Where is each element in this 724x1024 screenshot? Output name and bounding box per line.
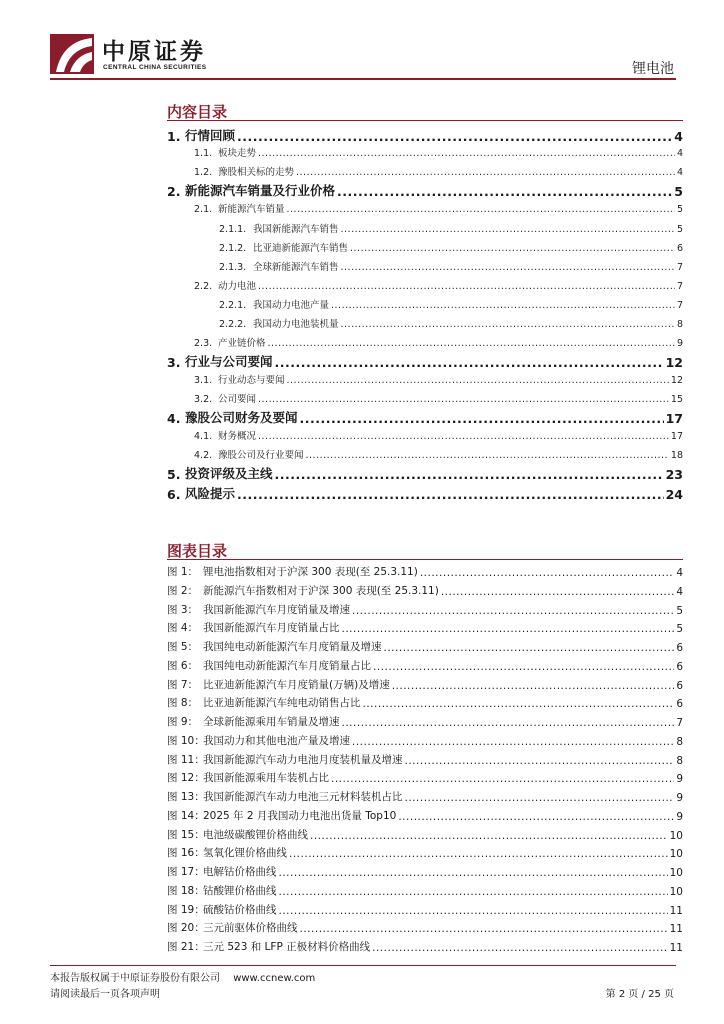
toc-entry-page: 23: [665, 467, 683, 482]
toc-entry-page: 18: [670, 450, 683, 461]
figure-entry-number: 图 10：: [167, 734, 205, 747]
toc-entry-page: 7: [676, 281, 683, 292]
figure-entry-label: 比亚迪新能源汽车月度销量(万辆)及增速: [203, 678, 390, 691]
figure-entry-label: 全球新能源乘用车销量及增速: [203, 716, 340, 728]
figure-entry-number: 图 17：: [167, 866, 205, 878]
toc-entry-label: 行情回顾: [185, 128, 236, 143]
figure-entry[interactable]: [167, 808, 683, 823]
figure-entry[interactable]: [167, 564, 683, 579]
toc-entry[interactable]: [194, 278, 683, 292]
figure-leader-dots: [342, 623, 675, 635]
toc-entry[interactable]: [219, 221, 683, 235]
toc-entry-number: 1.2.: [194, 167, 213, 178]
figure-entry-label: 我国新能源汽车月度销量占比: [203, 622, 340, 635]
copyright-text: 本报告版权属于中原证券股份有限公司: [50, 973, 220, 984]
figure-entry-number: 图 13：: [167, 791, 205, 803]
toc-entry[interactable]: [219, 316, 683, 330]
figure-leader-dots: [352, 736, 674, 748]
figure-leader-dots: [373, 661, 674, 673]
toc-entry-number: 2.1.: [194, 204, 213, 215]
toc-entry[interactable]: [219, 259, 683, 273]
figure-entry-number: 图 20：: [167, 922, 205, 935]
figure-entry[interactable]: [167, 920, 683, 935]
toc-leader-dots: [237, 487, 664, 502]
toc-entry-label: 我国动力电池产量: [253, 300, 330, 311]
figure-leader-dots: [363, 698, 675, 710]
page-header: [0, 0, 724, 82]
figure-entry-label: 电池级碳酸锂价格曲线: [203, 828, 308, 841]
figure-entry-page: 5: [676, 604, 683, 617]
website-link[interactable]: www.ccnew.com: [233, 973, 316, 984]
toc-entry-number: 2.2.2.: [219, 319, 247, 330]
figure-entry-page: 4: [676, 567, 683, 579]
figure-leader-dots: [300, 923, 668, 935]
figure-entry-page: 11: [669, 923, 683, 936]
toc-leader-dots: [341, 319, 675, 330]
toc-entry[interactable]: [167, 126, 683, 144]
toc-entry-page: 9: [676, 338, 683, 349]
toc-entry-label: 比亚迪新能源汽车销售: [253, 243, 349, 254]
toc-entry-label: 豫股公司及行业要闻: [218, 450, 304, 461]
figure-entry-page: 9: [676, 810, 683, 823]
toc-entry-label: 公司要闻: [218, 394, 257, 405]
toc-entry-label: 财务概况: [218, 431, 257, 442]
toc-entry[interactable]: [194, 428, 683, 442]
toc-leader-dots: [258, 394, 669, 405]
figure-leader-dots: [310, 830, 668, 842]
figure-leader-dots: [405, 755, 675, 767]
figure-entry-number: 图 9：: [167, 716, 199, 728]
toc-entry-label: 我国新能源汽车销售: [253, 224, 339, 235]
toc-entry-number: 2.: [167, 184, 181, 199]
figure-leader-dots: [441, 586, 674, 598]
figure-entry-label: 三元 523 和 LFP 正极材料价格曲线: [203, 941, 371, 953]
figure-entry-number: 图 19：: [167, 903, 205, 916]
figure-entry[interactable]: [167, 658, 683, 673]
figure-entry-page: 4: [676, 585, 683, 598]
toc-entry-page: 12: [665, 355, 683, 370]
figure-entry-label: 新能源汽车指数相对于沪深 300 表现(至 25.3.11): [203, 584, 439, 597]
page-number: 第 2 页 / 25 页: [605, 989, 674, 1000]
figure-entry-label: 氢氧化锂价格曲线: [203, 847, 287, 860]
toc-entry-number: 3.1.: [194, 375, 213, 386]
toc-entry[interactable]: [194, 372, 683, 386]
figure-entry[interactable]: [167, 789, 683, 804]
figure-entry-page: 9: [676, 792, 683, 804]
figure-entry[interactable]: [167, 752, 683, 767]
figure-entry[interactable]: [167, 827, 683, 842]
figure-entry[interactable]: [167, 845, 683, 860]
toc-entry-label: 豫股公司财务及要闻: [185, 410, 298, 425]
toc-entry-page: 17: [670, 431, 683, 442]
figure-leader-dots: [352, 605, 674, 617]
toc-entry[interactable]: [167, 408, 683, 426]
toc-entry-number: 1.1.: [194, 148, 213, 159]
toc-entry-number: 4.2.: [194, 450, 213, 461]
figure-entry-number: 图 1：: [167, 566, 199, 578]
figure-entry-page: 10: [669, 829, 683, 842]
toc-entry-label: 新能源汽车销量: [218, 204, 285, 215]
toc-entry-label: 豫股相关标的走势: [218, 167, 295, 178]
figure-entry[interactable]: [167, 770, 683, 785]
figure-entry-number: 图 14：: [167, 809, 205, 822]
toc-entry-label: 板块走势: [218, 148, 257, 159]
figure-entry[interactable]: [167, 902, 683, 917]
toc-leader-dots: [237, 129, 672, 144]
figure-entry-number: 图 18：: [167, 884, 205, 897]
toc-leader-dots: [300, 411, 664, 426]
figure-leader-dots: [279, 867, 668, 879]
figure-entry-page: 11: [669, 904, 683, 917]
toc-leader-dots: [258, 431, 669, 442]
toc-entry-label: 新能源汽车销量及行业价格: [185, 183, 336, 198]
figure-entry-number: 图 6：: [167, 659, 199, 672]
figure-entry-page: 10: [669, 867, 683, 879]
figure-entry-number: 图 8：: [167, 697, 199, 710]
toc-leader-dots: [287, 375, 669, 386]
figure-entry[interactable]: [167, 864, 683, 879]
toc-entry[interactable]: [167, 484, 683, 502]
toc-entry[interactable]: [194, 447, 683, 461]
figure-entry-label: 2025 年 2 月我国动力电池出货量 Top10: [203, 809, 397, 822]
figure-entry[interactable]: [167, 695, 683, 710]
figure-entry-label: 我国纯电动新能源汽车月度销量及增速: [203, 641, 382, 653]
toc-entry-page: 4: [674, 129, 683, 144]
toc-entry-label: 我国动力电池装机量: [253, 319, 339, 330]
figure-entry-page: 7: [676, 717, 683, 729]
toc-entry-number: 2.1.3.: [219, 262, 247, 273]
toc-leader-dots: [258, 148, 675, 159]
figure-entry-label: 我国新能源乘用车装机占比: [203, 772, 329, 785]
toc-entry-page: 5: [676, 204, 683, 215]
toc-entry[interactable]: [167, 464, 683, 482]
report-topic: 锂电池: [632, 61, 674, 77]
toc-entry-number: 3.: [167, 355, 181, 370]
figure-leader-dots: [372, 942, 668, 954]
figure-leader-dots: [279, 905, 668, 917]
figure-entry[interactable]: [167, 639, 683, 654]
figure-entry[interactable]: [167, 939, 683, 954]
toc-entry-page: 8: [676, 319, 683, 330]
toc-entry-number: 2.1.2.: [219, 243, 247, 254]
figures-title-divider: [167, 559, 683, 560]
figure-entry-number: 图 16：: [167, 847, 205, 860]
toc-entry[interactable]: [167, 181, 683, 199]
figure-entry[interactable]: [167, 583, 683, 598]
figure-entry-page: 6: [676, 679, 683, 692]
toc-entry-number: 4.1.: [194, 431, 213, 442]
figure-entry-label: 我国新能源汽车动力电池三元材料装机占比: [203, 791, 403, 803]
toc-leader-dots: [350, 243, 675, 254]
toc-leader-dots: [306, 450, 669, 461]
figure-entry-label: 比亚迪新能源汽车纯电动销售占比: [203, 697, 361, 710]
toc-entry-page: 7: [676, 262, 683, 273]
toc-entry[interactable]: [194, 145, 683, 159]
figure-entry-label: 我国新能源汽车动力电池月度装机量及增速: [203, 753, 403, 766]
toc-title-divider: [167, 120, 683, 121]
toc-entry-label: 动力电池: [218, 281, 257, 292]
toc-entry-page: 15: [670, 394, 683, 405]
figure-leader-dots: [392, 680, 675, 692]
figures-title: 图表目录: [167, 542, 228, 560]
figure-entry-page: 9: [676, 773, 683, 786]
figure-entry-label: 我国动力和其他电池产量及增速: [203, 734, 350, 747]
toc-leader-dots: [275, 467, 664, 482]
footer-copyright: [50, 969, 315, 984]
figure-entry-number: 图 5：: [167, 641, 199, 653]
toc-leader-dots: [268, 338, 675, 349]
figure-entry-page: 10: [669, 848, 683, 861]
toc-entry[interactable]: [194, 391, 683, 405]
figure-entry-label: 我国新能源汽车月度销量及增速: [203, 603, 350, 616]
figure-entry[interactable]: [167, 602, 683, 617]
toc-entry[interactable]: [219, 297, 683, 311]
figure-entry-number: 图 11：: [167, 753, 205, 766]
toc-entry[interactable]: [167, 352, 683, 370]
toc-entry-number: 2.2.: [194, 281, 213, 292]
figure-entry-page: 10: [669, 885, 683, 898]
figure-entry-number: 图 12：: [167, 772, 205, 785]
toc-leader-dots: [296, 167, 675, 178]
toc-entry-page: 6: [676, 243, 683, 254]
figure-entry-label: 硫酸钴价格曲线: [203, 903, 277, 916]
logo-chinese-name: 中原证券: [102, 38, 206, 65]
toc-entry-number: 2.3.: [194, 338, 213, 349]
figure-entry-label: 我国纯电动新能源汽车月度销量占比: [203, 659, 371, 672]
toc-entry-page: 4: [676, 148, 683, 159]
figure-entry-label: 钴酸锂价格曲线: [203, 884, 277, 897]
toc-leader-dots: [337, 184, 672, 199]
figure-entry-page: 11: [669, 942, 683, 954]
header-divider: [50, 78, 676, 80]
toc-entry-page: 12: [670, 375, 683, 386]
footer-disclaimer: 请阅读最后一页各项声明: [50, 989, 160, 1000]
toc-leader-dots: [287, 204, 675, 215]
figure-entry-page: 6: [676, 660, 683, 673]
figure-leader-dots: [420, 567, 674, 579]
toc-entry-page: 5: [674, 184, 683, 199]
toc-entry-label: 产业链价格: [218, 338, 266, 349]
figure-entry-page: 8: [676, 735, 683, 748]
figure-entry[interactable]: [167, 620, 683, 635]
toc-leader-dots: [341, 224, 675, 235]
figure-entry-page: 6: [676, 698, 683, 711]
figure-entry-label: 锂电池指数相对于沪深 300 表现(至 25.3.11): [203, 566, 418, 578]
figure-entry-page: 8: [676, 754, 683, 767]
toc-entry[interactable]: [194, 164, 683, 178]
toc-entry-page: 24: [665, 487, 683, 502]
figure-leader-dots: [342, 717, 675, 729]
toc-entry-label: 全球新能源汽车销售: [253, 262, 339, 273]
company-logo-icon: [50, 34, 94, 74]
toc-entry-number: 2.1.1.: [219, 224, 247, 235]
toc-entry-page: 17: [665, 411, 683, 426]
figure-entry-number: 图 21：: [167, 941, 205, 953]
figure-entry-label: 三元前驱体价格曲线: [203, 922, 298, 935]
toc-entry-number: 1.: [167, 129, 181, 144]
toc-entry-page: 7: [676, 300, 683, 311]
figure-entry[interactable]: [167, 883, 683, 898]
figure-entry-number: 图 4：: [167, 622, 199, 635]
toc-entry[interactable]: [219, 240, 683, 254]
toc-entry-page: 5: [676, 224, 683, 235]
figure-entry[interactable]: [167, 677, 683, 692]
toc-entry-label: 投资评级及主线: [185, 466, 273, 481]
figure-leader-dots: [384, 642, 675, 654]
toc-title: 内容目录: [167, 103, 228, 121]
figure-entry-number: 图 15：: [167, 828, 205, 841]
figure-leader-dots: [279, 886, 668, 898]
toc-entry[interactable]: [194, 201, 683, 215]
figure-entry[interactable]: [167, 714, 683, 729]
toc-leader-dots: [258, 281, 675, 292]
toc-entry-number: 4.: [167, 411, 181, 426]
figure-entry-number: 图 7：: [167, 678, 199, 691]
toc-leader-dots: [275, 355, 664, 370]
figure-entry-page: 6: [676, 642, 683, 654]
toc-entry-number: 5.: [167, 467, 181, 482]
figure-entry-number: 图 2：: [167, 584, 199, 597]
toc-entry-page: 4: [676, 167, 683, 178]
toc-entry-number: 3.2.: [194, 394, 213, 405]
toc-leader-dots: [331, 300, 675, 311]
figure-leader-dots: [289, 848, 668, 860]
toc-entry-number: 2.2.1.: [219, 300, 247, 311]
toc-leader-dots: [341, 262, 675, 273]
toc-entry-label: 行业动态与要闻: [218, 375, 285, 386]
toc-entry-number: 6.: [167, 487, 181, 502]
figure-leader-dots: [405, 792, 675, 804]
figure-entry[interactable]: [167, 733, 683, 748]
toc-entry-label: 风险提示: [185, 486, 236, 501]
toc-entry-label: 行业与公司要闻: [185, 354, 273, 369]
figure-leader-dots: [398, 811, 674, 823]
figure-leader-dots: [331, 773, 674, 785]
logo-english-name: CENTRAL CHINA SECURITIES: [103, 64, 207, 71]
toc-entry[interactable]: [194, 335, 683, 349]
footer-divider: [50, 965, 676, 966]
figure-entry-page: 5: [676, 623, 683, 636]
figure-entry-number: 图 3：: [167, 603, 199, 616]
figure-entry-label: 电解钴价格曲线: [203, 866, 277, 878]
